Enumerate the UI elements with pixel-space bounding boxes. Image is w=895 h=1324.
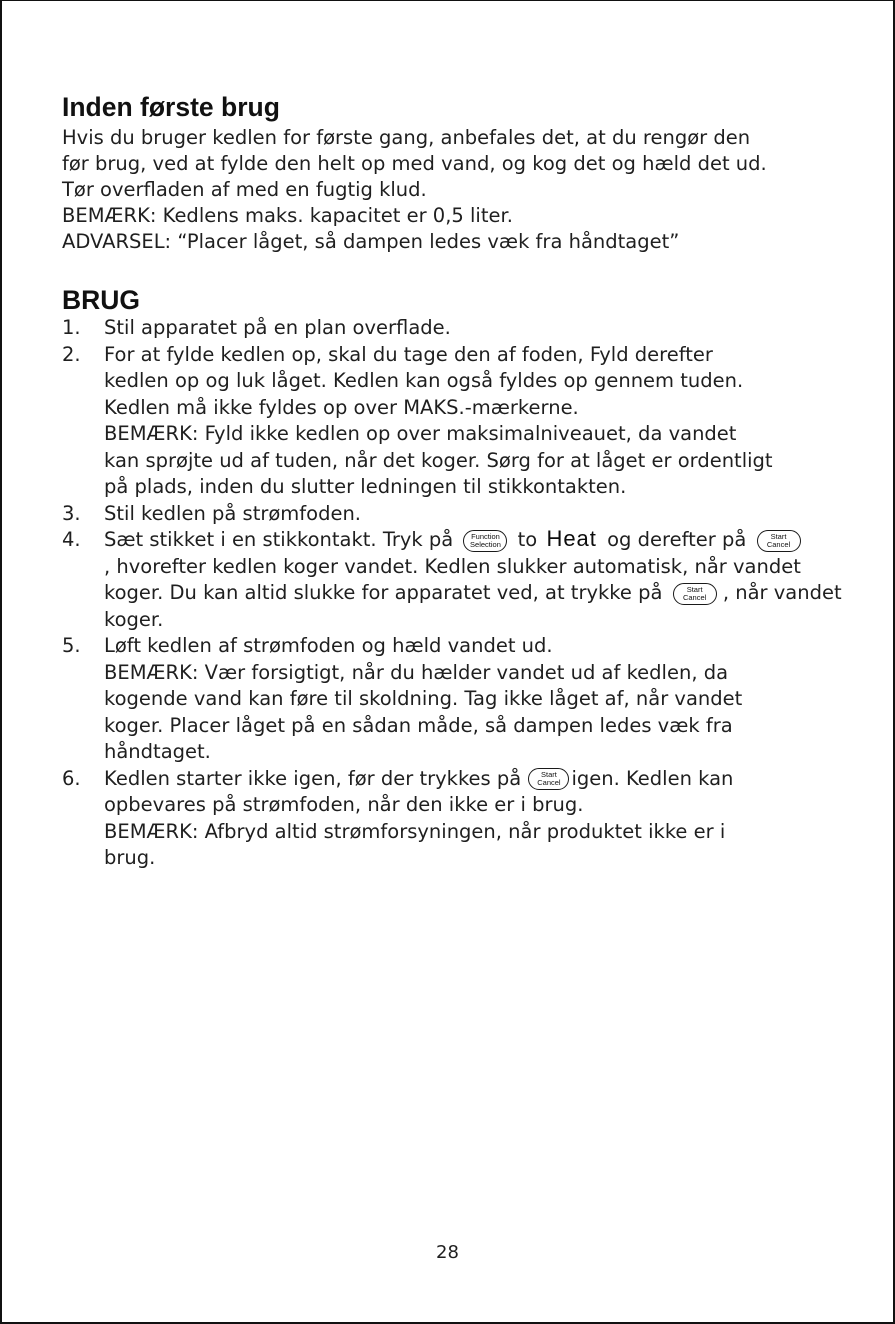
page-number: 28 bbox=[436, 1242, 459, 1263]
button-icon-label: Cancel bbox=[537, 778, 561, 787]
button-icon-label: Cancel bbox=[766, 539, 791, 549]
paragraph-line: Hvis du bruger kedlen for første gang, anbefales det, at du rengør den bbox=[62, 126, 751, 149]
button-icon-label: Start bbox=[770, 531, 787, 541]
step-4 bbox=[62, 527, 842, 633]
warning-line: ADVARSEL: “Placer låget, så dampen ledes væk fra håndtaget” bbox=[62, 230, 680, 253]
step-number: 1. bbox=[62, 316, 81, 339]
step-line: kedlen op og luk låget. Kedlen kan også fyldes op gennem tuden. bbox=[104, 369, 744, 392]
step-note-line: BEMÆRK: Fyld ikke kedlen op over maksimalniveauet, da vandet bbox=[104, 422, 737, 445]
step-text: og derefter på bbox=[607, 528, 747, 551]
step-note-line: BEMÆRK: Afbryd altid strømforsyningen, når produktet ikke er i bbox=[104, 819, 726, 843]
step-line bbox=[104, 527, 842, 554]
step-text: to bbox=[517, 528, 538, 551]
section-heading-first-use: Inden første brug bbox=[62, 92, 280, 122]
step-note-line: håndtaget. bbox=[104, 740, 211, 763]
note-line: BEMÆRK: Kedlens maks. kapacitet er 0,5 liter. bbox=[62, 204, 513, 227]
step-note-line: på plads, inden du slutter ledningen til stikkontakten. bbox=[104, 475, 627, 498]
step-line: , hvorefter kedlen koger vandet. Kedlen slukker automatisk, når vandet bbox=[104, 554, 801, 578]
paragraph-line: før brug, ved at fylde den helt op med vand, og kog det og hæld det ud. bbox=[62, 152, 767, 175]
paragraph-line: Tør overfladen af med en fugtig klud. bbox=[62, 178, 427, 201]
step-line: Stil kedlen på strømfoden. bbox=[104, 501, 362, 525]
section-heading-usage: BRUG bbox=[62, 285, 141, 315]
step-number: 4. bbox=[62, 528, 81, 551]
step-number: 3. bbox=[62, 501, 81, 525]
function-selection-button-icon bbox=[463, 530, 507, 552]
button-icon-label: Selection bbox=[470, 539, 501, 549]
step-text: , når vandet bbox=[722, 581, 842, 604]
step-note-line: kan sprøjte ud af tuden, når det koger. Sørg for at låget er ordentligt bbox=[104, 448, 773, 472]
step-1 bbox=[62, 315, 842, 342]
start-cancel-button-icon bbox=[528, 768, 569, 790]
heat-setting-label: Heat bbox=[546, 526, 597, 551]
step-text: igen. Kedlen kan bbox=[571, 766, 734, 790]
start-cancel-button-icon bbox=[673, 583, 717, 605]
button-icon-label: Start bbox=[541, 770, 557, 779]
step-number: 2. bbox=[62, 342, 81, 366]
step-line: Løft kedlen af strømfoden og hæld vandet ud. bbox=[104, 634, 553, 657]
step-number: 6. bbox=[62, 766, 81, 790]
step-number: 5. bbox=[62, 634, 81, 657]
step-line: Kedlen må ikke fyldes op over MAKS.-mærkerne. bbox=[104, 395, 579, 419]
step-note-line: BEMÆRK: Vær forsigtigt, når du hælder vandet ud af kedlen, da bbox=[104, 660, 729, 684]
step-text: Sæt stikket i en stikkontakt. Tryk på bbox=[104, 528, 454, 551]
step-line: Stil apparatet på en plan overflade. bbox=[104, 316, 451, 339]
step-3 bbox=[62, 501, 842, 528]
step-line bbox=[104, 580, 842, 607]
button-icon-label: Function bbox=[471, 531, 500, 541]
step-text: Kedlen starter ikke igen, før der trykkes på bbox=[104, 766, 522, 790]
step-line: For at fylde kedlen op, skal du tage den af foden, Fyld derefter bbox=[104, 342, 713, 366]
step-text: koger. Du kan altid slukke for apparatet ved, at trykke på bbox=[104, 581, 663, 604]
button-icon-label: Cancel bbox=[682, 592, 707, 602]
usage-steps-list bbox=[62, 315, 842, 872]
step-2 bbox=[62, 342, 842, 501]
step-line: koger. bbox=[104, 607, 164, 631]
first-use-paragraph bbox=[62, 125, 767, 255]
step-line: opbevares på strømfoden, når den ikke er i brug. bbox=[104, 793, 584, 816]
step-note-line: brug. bbox=[104, 846, 156, 869]
step-note-line: kogende vand kan føre til skoldning. Tag ikke låget af, når vandet bbox=[104, 687, 743, 710]
step-line bbox=[104, 766, 842, 793]
step-6 bbox=[62, 766, 842, 872]
start-cancel-button-icon bbox=[757, 530, 801, 552]
button-icon-label: Start bbox=[686, 584, 703, 594]
step-note-line: koger. Placer låget på en sådan måde, så dampen ledes væk fra bbox=[104, 713, 733, 737]
step-5 bbox=[62, 633, 842, 766]
